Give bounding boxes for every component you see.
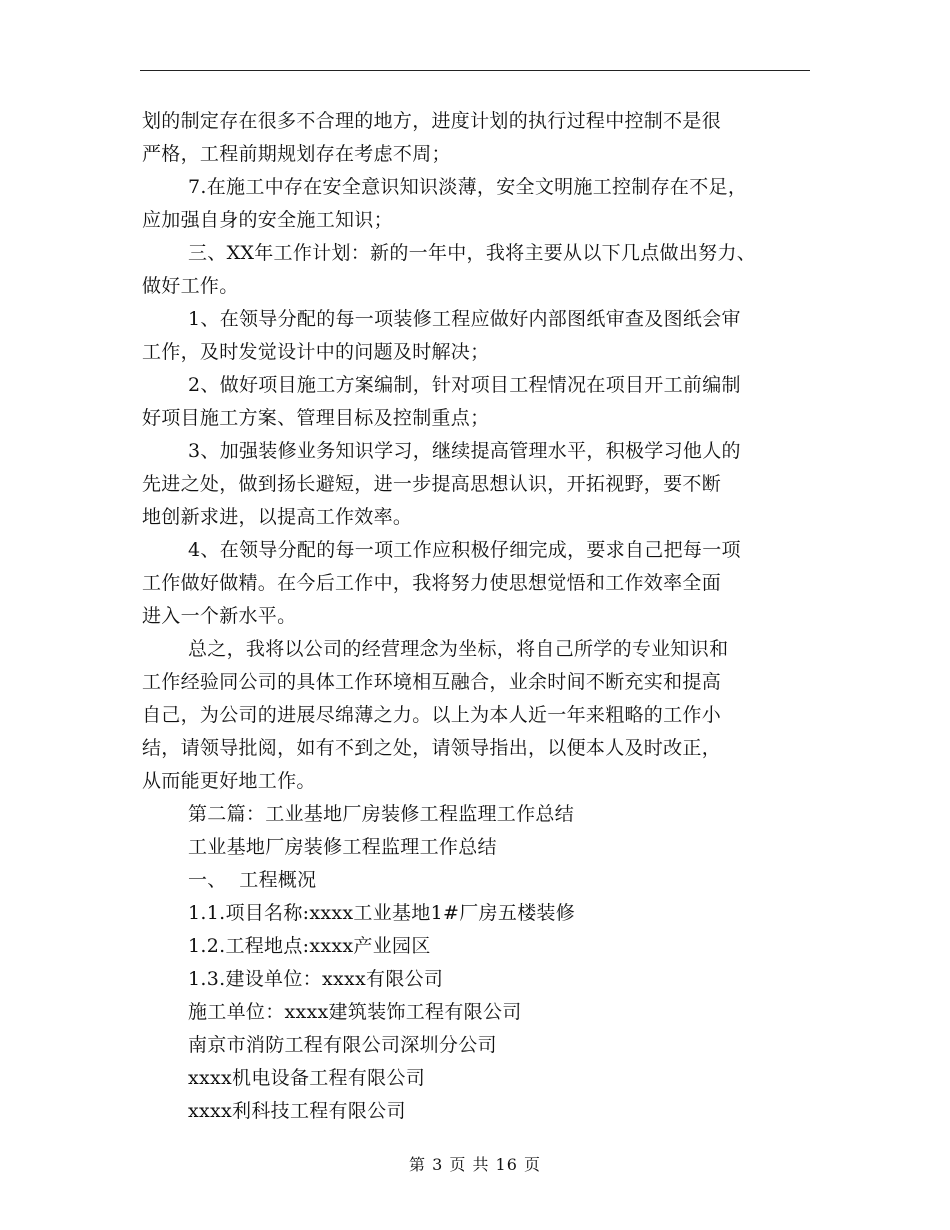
page-number: 第 3 页 共 16 页 — [409, 1155, 541, 1174]
text-line: xxxx利科技工程有限公司 — [188, 1100, 406, 1122]
text-line: 先进之处，做到扬长避短，进一步提高思想认识，开拓视野，要不断 — [142, 473, 722, 495]
text-line: 工作做好做精。在今后工作中，我将努力使思想觉悟和工作效率全面 — [142, 572, 722, 594]
text-line: 1.1.项目名称:xxxx工业基地1#厂房五楼装修 — [188, 902, 576, 924]
text-line: 自己，为公司的进展尽绵薄之力。以上为本人近一年来粗略的工作小 — [142, 704, 722, 726]
text-line: 总之，我将以公司的经营理念为坐标，将自己所学的专业知识和 — [188, 638, 729, 660]
text-line: 进入一个新水平。 — [142, 605, 297, 627]
text-line: 1.2.工程地点:xxxx产业园区 — [188, 935, 431, 957]
text-line: 4、在领导分配的每一项工作应积极仔细完成，要求自己把每一项 — [188, 539, 741, 561]
section-heading: 三、XX年工作计划：新的一年中，我将主要从以下几点做出努力、 — [188, 242, 757, 264]
text-line: 施工单位：xxxx建筑装饰工程有限公司 — [188, 1001, 522, 1023]
text-line: 工作，及时发觉设计中的问题及时解决； — [142, 341, 490, 363]
text-line: 做好工作。 — [142, 275, 239, 297]
text-line: 好项目施工方案、管理目标及控制重点； — [142, 407, 490, 429]
document-body — [142, 105, 814, 1128]
text-line: 工作经验同公司的具体工作环境相互融合，业余时间不断充实和提高 — [142, 671, 722, 693]
text-line: 应加强自身的安全施工知识； — [142, 209, 393, 231]
header-rule — [140, 70, 810, 71]
text-line: 1.3.建设单位：xxxx有限公司 — [188, 968, 444, 990]
text-line: 2、做好项目施工方案编制，针对项目工程情况在项目开工前编制 — [188, 374, 741, 396]
text-line: 地创新求进，以提高工作效率。 — [142, 506, 413, 528]
article-subtitle: 工业基地厂房装修工程监理工作总结 — [188, 836, 497, 858]
text-line: 结，请领导批阅，如有不到之处，请领导指出，以便本人及时改正， — [142, 737, 722, 759]
text-line: 从而能更好地工作。 — [142, 770, 316, 792]
text-line: 7.在施工中存在安全意识知识淡薄，安全文明施工控制存在不足， — [188, 176, 748, 198]
text-line: 南京市消防工程有限公司深圳分公司 — [188, 1034, 497, 1056]
text-line: 划的制定存在很多不合理的地方，进度计划的执行过程中控制不是很 — [142, 110, 722, 132]
text-line: 3、加强装修业务知识学习，继续提高管理水平，积极学习他人的 — [188, 440, 741, 462]
article-title: 第二篇：工业基地厂房装修工程监理工作总结 — [188, 803, 575, 825]
text-line: 严格，工程前期规划存在考虑不周； — [142, 143, 451, 165]
text-line: xxxx机电设备工程有限公司 — [188, 1067, 426, 1089]
section-heading: 一、 工程概况 — [188, 869, 317, 891]
text-line: 1、在领导分配的每一项装修工程应做好内部图纸审查及图纸会审 — [188, 308, 741, 330]
